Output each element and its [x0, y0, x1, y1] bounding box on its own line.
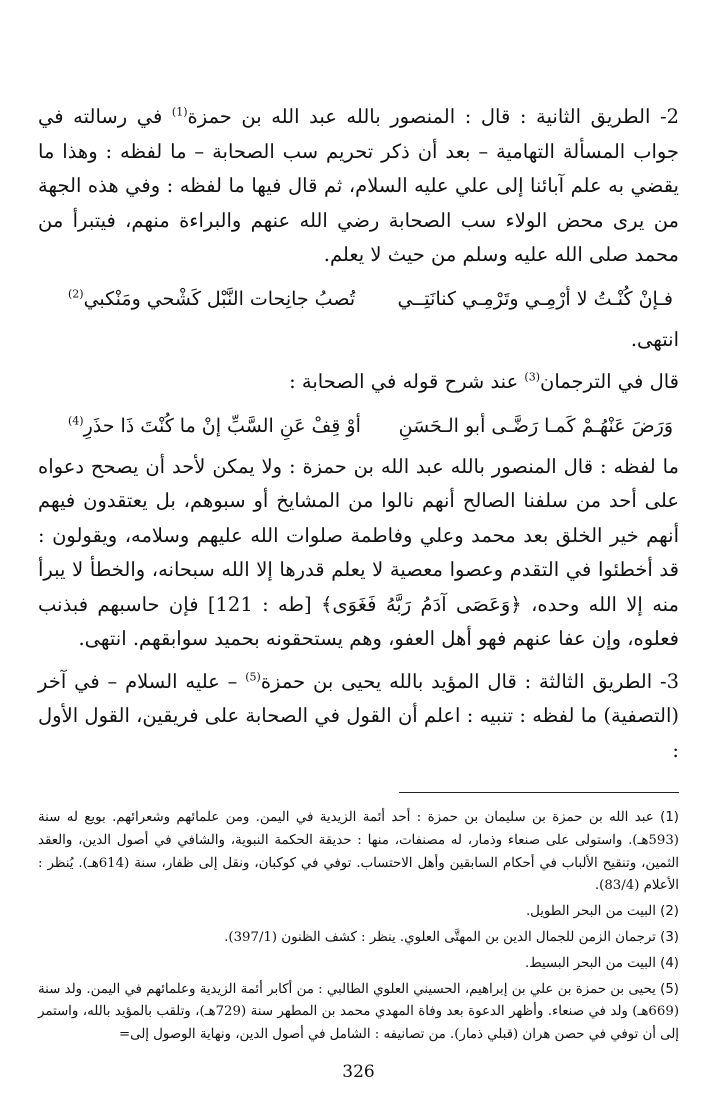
verse-hemistich-second [38, 408, 361, 444]
paragraph-turjuman [38, 365, 679, 400]
paragraph-mansur-quote: ما لفظه : قال المنصور بالله عبد الله بن حمزة : ولا يمكن لأحد أن يصحح دعواه على أحد من سلفنا الصالح أنهم نالوا من المشايخ أو سبوهم، بل يعتقدون فيهم أنهم خير الخلق بعد محمد وعلي وفاطمة صلوات الله عليهم وسلامه، ويقولون : قد أخطئوا في التقدم وعصوا معصية لا يعلم قدرها إلا الله سبحانه، والخطأ لا يبرأ منه إلا الله وحده، ﴿وَعَصَى آدَمُ رَبَّهُ فَغَوَى﴾ [طه : 121] فإن حاسبهم فبذنب فعلوه، وإن عفا عنهم فهو أهل العفو، وهم يستحقونه بحميد سوابقهم. انتهى. [38, 454, 679, 650]
verse-hemistich-first: وَرَضَ عَنْهُـمْ كَمـا رَضَّـى أبو الـحَسَنِ [398, 414, 673, 437]
footnote-ref-5[interactable]: (5) [245, 670, 261, 683]
footnote-text: البيت من البحر الطويل. [525, 904, 661, 920]
footnote-1 [38, 807, 679, 898]
footnote-2 [38, 901, 679, 924]
footnote-number: (4) [660, 955, 679, 971]
paragraph-text: عند شرح قوله في الصحابة : [289, 370, 525, 393]
footnote-text: يحيى بن حمزة بن علي بن إبراهيم، الحسيني العلوي الطالبي : من أكابر أئمة الزيدية وعلمائهم في اليمن. ولد سنة (669هـ) ولد في صنعاء. وأظهر الدعوة بعد وفاة المهدي محمد بن المطهر سنة (729هـ)، وتلقب بالمؤيد بالله، واستمر إلى أن توفي في حصن هران (قبلي ذمار). من تصانيفه : الشامل في أصول الدين، ونهاية الوصول إلى= [38, 981, 680, 1043]
verse-end-note: انتهى. [630, 327, 679, 351]
footnote-number: (3) [660, 929, 679, 945]
paragraph-text: في رسالته في جواب المسألة التهامية – بعد أن ذكر تحريم سب الصحابة – ما لفظه : وهذا ما يقضي به علم آبائنا إلى علي عليه السلام، ثم قال فيها ما لفظه : وفي هذه الجهة من يرى محض الولاء سب الصحابة رضي الله عنهم والبراءة منهم، فيتبرأ من محمد صلى الله عليه وسلم من حيث لا يعلم. [38, 105, 679, 266]
verse-hemistich-first: فـإنْ كُنْـتُ لا أرْمِـي وتَرْمِـي كنانَتِــي [397, 287, 673, 310]
footnote-number: (2) [660, 904, 679, 920]
footnote-divider [399, 792, 679, 793]
footnote-number: (1) [660, 810, 679, 825]
paragraph-third-path [38, 665, 679, 769]
paragraph-text: – عليه السلام – في آخر (التصفية) ما لفظه : تنبيه : اعلم أن القول في الصحابة على فريقين، القول الأول : [38, 669, 679, 762]
footnote-ref-4[interactable]: (4) [68, 414, 84, 428]
footnote-5 [38, 979, 679, 1047]
paragraph-text: 3- الطريق الثالثة : قال المؤيد بالله يحيى بن حمزة [260, 669, 680, 693]
footnote-text: ترجمان الزمن للجمال الدين بن المهتَّى العلوي. ينظر : كشف الظنون (397/1). [224, 929, 661, 945]
poetry-verse-1 [38, 281, 679, 317]
footnote-4 [38, 953, 679, 976]
footnotes-section [38, 807, 679, 1047]
footnote-3 [38, 927, 679, 950]
footnote-ref-2[interactable]: (2) [68, 287, 84, 301]
verse-text: تُصبُ جانِحات النَّبْل كَشْحي ومَنْكبي [83, 287, 356, 310]
footnote-number: (5) [660, 981, 679, 997]
paragraph-text: قال في الترجمان [540, 370, 679, 393]
page-number: 326 [342, 1062, 375, 1082]
paragraph-second-path [38, 100, 679, 273]
footnote-text: عبد الله بن حمزة بن سليمان بن حمزة : أحد أئمة الزيدية في اليمن. ومن علمائهم وشعرائهم. بويع له سنة (593هـ). واستولى على صنعاء وذمار، له مصنفات، منها : حديقة الحكمة النبوية، والشافي في أصول الدين، والعقد الثمين، وتنقيح الألباب في أحكام السابقين وأهل الاحتساب. توفي في كوكبان، ونقل إلى ظفار، سنة (614هـ). يُنظر : الأعلام (83/4). [38, 810, 679, 894]
paragraph-text: 2- الطريق الثانية : قال : المنصور بالله عبد الله بن حمزة [187, 105, 679, 128]
footnote-ref-3[interactable]: (3) [524, 370, 540, 384]
poetry-verse-2 [38, 408, 679, 444]
verse-text: أوْ قِفْ عَنِ السَّبِّ إنْ ما كُنْتَ ذَا حذَرِ [83, 414, 361, 437]
main-text [38, 100, 679, 768]
footnote-ref-1[interactable]: (1) [171, 105, 188, 119]
verse-hemistich-second [38, 281, 355, 317]
footnote-text: البيت من البحر البسيط. [524, 955, 661, 971]
